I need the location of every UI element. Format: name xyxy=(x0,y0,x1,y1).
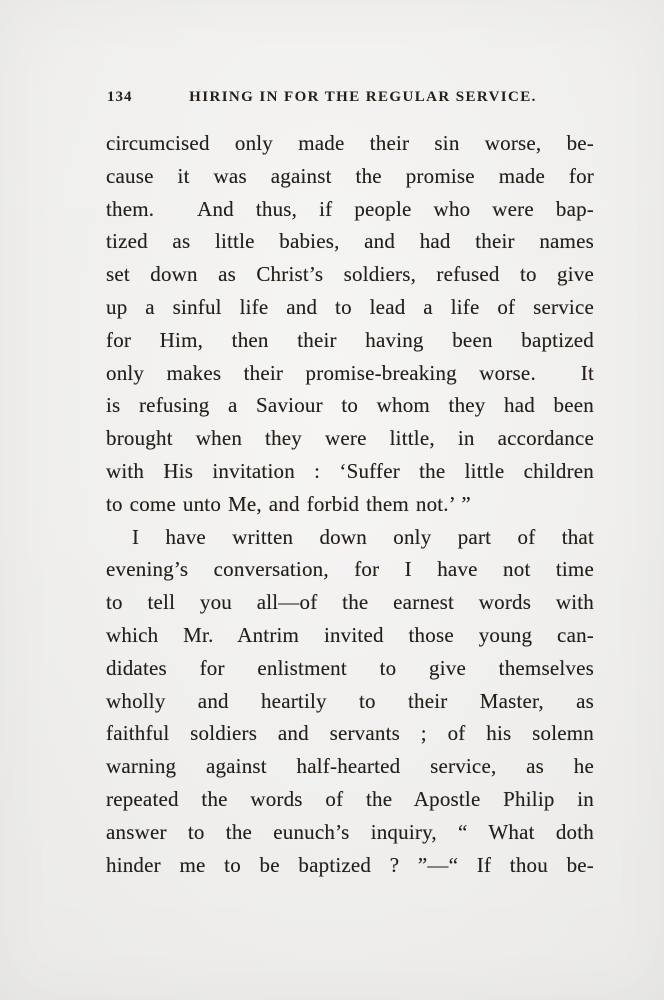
page-header xyxy=(106,87,594,107)
running-title: HIRING IN FOR THE REGULAR SERVICE. xyxy=(189,89,537,105)
text-line: them. And thus, if people who were bap- xyxy=(106,196,594,221)
text-line: faithful soldiers and servants ; of his solemn xyxy=(106,721,594,746)
text-line: to tell you all—of the earnest words with xyxy=(106,590,594,615)
text-line: warning against half-hearted service, as he xyxy=(106,754,594,779)
text-line paragraph-start: I have written down only part of that xyxy=(132,524,594,549)
text-line: up a sinful life and to lead a life of service xyxy=(106,294,594,319)
text-line: for Him, then their having been baptized xyxy=(106,327,594,352)
text-line: answer to the eunuch’s inquiry, “ What doth xyxy=(106,819,594,844)
text-line: cause it was against the promise made for xyxy=(106,163,594,188)
text-line: only makes their promise-breaking worse. It xyxy=(106,360,594,385)
text-line: evening’s conversation, for I have not time xyxy=(106,557,594,582)
text-line: didates for enlistment to give themselves xyxy=(106,655,594,680)
text-line: wholly and heartily to their Master, as xyxy=(106,688,594,713)
page-number: 134 xyxy=(107,89,133,105)
text-line: with His invitation : ‘Suffer the little children xyxy=(106,458,594,483)
text-line: to come unto Me, and forbid them not.’ ” xyxy=(106,491,471,516)
text-line: brought when they were little, in accordance xyxy=(106,426,594,451)
text-line: hinder me to be baptized ? ”—“ If thou be- xyxy=(106,852,594,877)
text-line: tized as little babies, and had their names xyxy=(106,229,594,254)
text-line: is refusing a Saviour to whom they had been xyxy=(106,393,594,418)
text-line: which Mr. Antrim invited those young can- xyxy=(106,622,594,647)
page-body xyxy=(106,127,594,881)
text-line: repeated the words of the Apostle Philip in xyxy=(106,786,594,811)
text-line: circumcised only made their sin worse, be- xyxy=(106,131,594,155)
text-line: set down as Christ’s soldiers, refused to give xyxy=(106,262,594,287)
